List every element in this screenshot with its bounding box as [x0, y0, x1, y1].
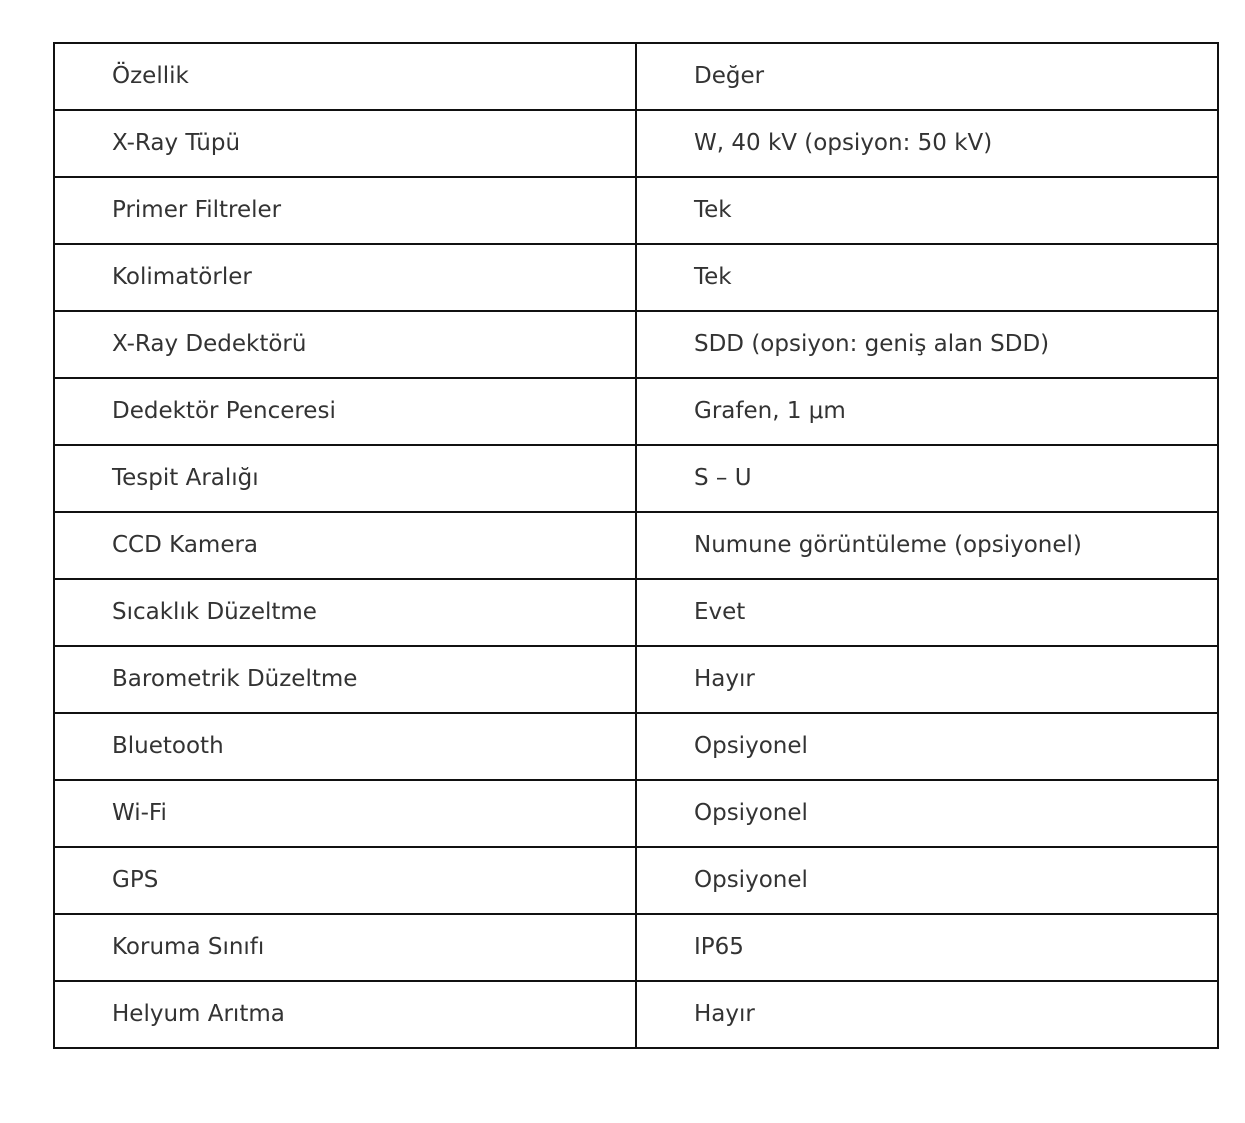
- property-cell: Wi-Fi: [54, 780, 636, 847]
- value-cell: Tek: [636, 244, 1218, 311]
- table-row: [54, 177, 1218, 244]
- value-cell: Tek: [636, 177, 1218, 244]
- value-cell: Opsiyonel: [636, 780, 1218, 847]
- property-cell: Helyum Arıtma: [54, 981, 636, 1048]
- value-cell: W, 40 kV (opsiyon: 50 kV): [636, 110, 1218, 177]
- value-cell: SDD (opsiyon: geniş alan SDD): [636, 311, 1218, 378]
- property-cell: Dedektör Penceresi: [54, 378, 636, 445]
- property-cell: Sıcaklık Düzeltme: [54, 579, 636, 646]
- table-row: [54, 914, 1218, 981]
- property-cell: X-Ray Tüpü: [54, 110, 636, 177]
- table-row: [54, 847, 1218, 914]
- value-cell: Numune görüntüleme (opsiyonel): [636, 512, 1218, 579]
- property-cell: CCD Kamera: [54, 512, 636, 579]
- property-cell: Kolimatörler: [54, 244, 636, 311]
- table-row: [54, 512, 1218, 579]
- table-row: [54, 378, 1218, 445]
- value-cell: S – U: [636, 445, 1218, 512]
- property-cell: X-Ray Dedektörü: [54, 311, 636, 378]
- property-cell: Barometrik Düzeltme: [54, 646, 636, 713]
- table-row: [54, 780, 1218, 847]
- property-cell: Primer Filtreler: [54, 177, 636, 244]
- table-row: [54, 110, 1218, 177]
- table-row: [54, 713, 1218, 780]
- value-cell: Evet: [636, 579, 1218, 646]
- table-row: [54, 646, 1218, 713]
- table-row: [54, 311, 1218, 378]
- property-cell: GPS: [54, 847, 636, 914]
- value-cell: Grafen, 1 μm: [636, 378, 1218, 445]
- table-header-row: [54, 43, 1218, 110]
- spec-table: [53, 42, 1219, 1049]
- table-row: [54, 579, 1218, 646]
- property-cell: Bluetooth: [54, 713, 636, 780]
- spec-table-body: [54, 43, 1218, 1048]
- property-cell: Koruma Sınıfı: [54, 914, 636, 981]
- value-cell: Opsiyonel: [636, 713, 1218, 780]
- value-cell: Hayır: [636, 646, 1218, 713]
- header-cell-property: Özellik: [54, 43, 636, 110]
- table-row: [54, 981, 1218, 1048]
- value-cell: Opsiyonel: [636, 847, 1218, 914]
- table-row: [54, 445, 1218, 512]
- property-cell: Tespit Aralığı: [54, 445, 636, 512]
- value-cell: Hayır: [636, 981, 1218, 1048]
- value-cell: IP65: [636, 914, 1218, 981]
- table-row: [54, 244, 1218, 311]
- header-cell-value: Değer: [636, 43, 1218, 110]
